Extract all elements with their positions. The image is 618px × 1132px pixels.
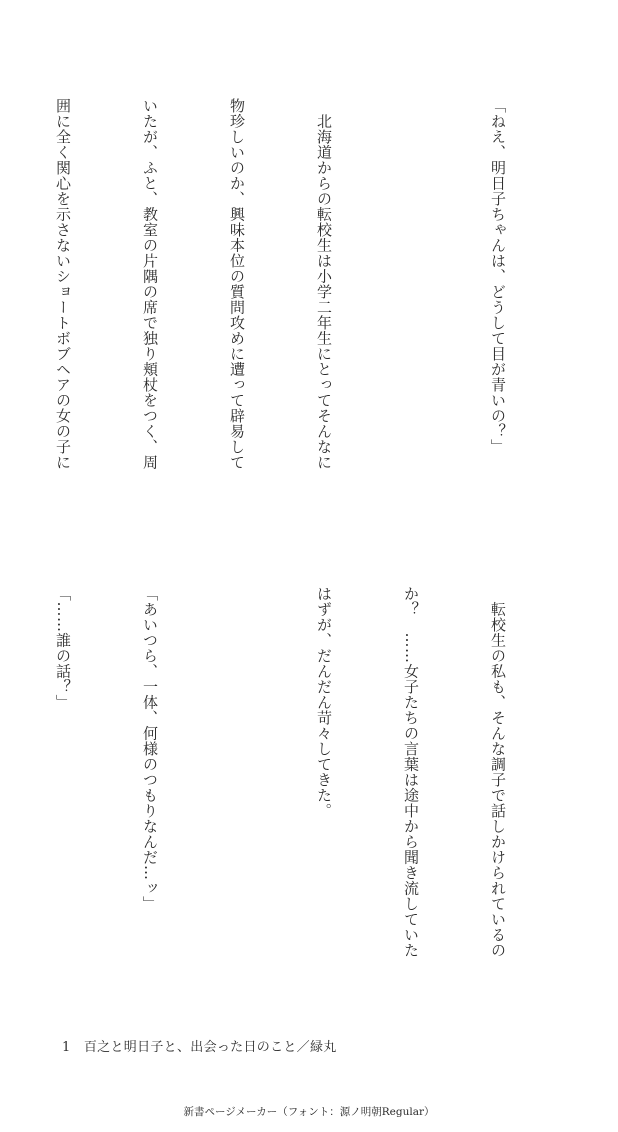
text-line: か？ ……女子たちの言葉は途中から聞き流していた [402,586,420,958]
text-line: 北海道からの転校生は小学二年生にとってそんなに [315,98,333,470]
text-line: 「……誰の話？」 [54,586,72,710]
top-text-block [0,98,570,538]
text-line: いたが、ふと、教室の片隅の席で独り頬杖をつく、周 [141,98,159,470]
text-line: 「あいつら、一体、何様のつもりなんだ…ッ」 [141,586,159,912]
text-line: はずが、だんだん苛々してきた。 [315,586,333,819]
text-line: 「ねえ、明日子ちゃんは、どうして目が青いの？」 [489,98,507,455]
text-line: 転校生の私も、そんな調子で話しかけられているの [489,586,507,958]
text-line: 物珍しいのか、興味本位の質問攻めに遭って辟易して [228,98,246,470]
text-line [222,586,251,1011]
bottom-text-block [0,586,570,1011]
page-footer-title: 1 百之と明日子と、出会った日のこと／緑丸 [62,1040,337,1055]
text-line: 囲に全く関心を示さないショートボブヘアの女の子に [54,98,72,470]
page-footer-credit: 新書ページメーカー（フォント：源ノ明朝Regular） [183,1106,435,1118]
text-line [396,98,425,538]
